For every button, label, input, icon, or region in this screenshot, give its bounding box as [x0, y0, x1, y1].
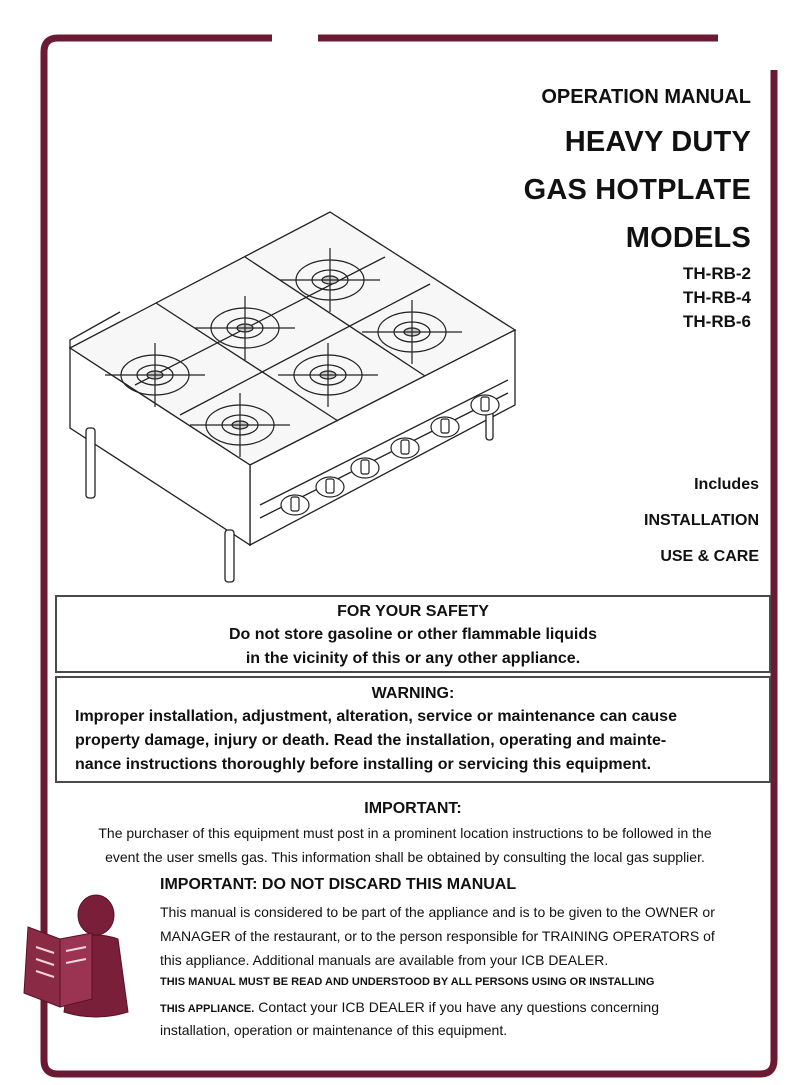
model-number: TH-RB-2 — [683, 264, 751, 283]
reading-person-icon — [16, 887, 146, 1027]
discard-bold-phrase: THIS APPLIANCE. — [160, 1003, 255, 1015]
warning-title: WARNING: — [371, 685, 455, 702]
warning-line: nance instructions thoroughly before installing or servicing this equipment. — [75, 756, 652, 773]
discard-line: THIS MANUAL MUST BE READ AND UNDERSTOOD BY ALL PERSONS USING OR INSTALLING — [160, 976, 655, 988]
discard-line: MANAGER of the restaurant, or to the person responsible for TRAINING OPERATORS of — [160, 928, 715, 944]
title-models: MODELS — [625, 222, 751, 254]
operation-manual-label: OPERATION MANUAL — [541, 86, 751, 108]
discard-line: This manual is considered to be part of the appliance and is to be given to the OWNER or — [160, 904, 715, 920]
title-heavy-duty: HEAVY DUTY — [564, 126, 751, 158]
safety-line: in the vicinity of this or any other appliance. — [245, 650, 581, 667]
warning-line: Improper installation, adjustment, alteration, service or maintenance can cause — [75, 708, 677, 725]
do-not-discard-title: IMPORTANT: DO NOT DISCARD THIS MANUAL — [160, 876, 517, 893]
warning-box — [55, 676, 771, 783]
discard-line: installation, operation or maintenance of this equipment. — [160, 1022, 508, 1038]
title-gas-hotplate: GAS HOTPLATE — [523, 174, 751, 206]
important-title: IMPORTANT: — [364, 800, 462, 817]
model-number: TH-RB-6 — [683, 312, 751, 331]
model-number: TH-RB-4 — [683, 288, 751, 307]
discard-line — [160, 996, 659, 1021]
safety-line: Do not store gasoline or other flammable liquids — [228, 626, 598, 643]
frame-top-left — [44, 38, 272, 90]
includes-use-care: USE & CARE — [660, 548, 759, 565]
discard-line: this appliance. Additional manuals are available from your ICB DEALER. — [160, 952, 609, 968]
important-line: event the user smells gas. This information shall be obtained by consulting the local gas supplier. — [105, 849, 705, 865]
discard-line-rest: Contact your ICB DEALER if you have any questions concerning — [254, 999, 659, 1015]
warning-line: property damage, injury or death. Read the installation, operating and mainte- — [75, 732, 667, 749]
safety-title: FOR YOUR SAFETY — [337, 603, 489, 620]
important-line: The purchaser of this equipment must post in a prominent location instructions to be followed in the — [98, 825, 712, 841]
includes-installation: INSTALLATION — [644, 512, 759, 529]
safety-box — [55, 595, 771, 673]
hotplate-illustration — [60, 200, 530, 585]
includes-label: Includes — [694, 476, 759, 493]
